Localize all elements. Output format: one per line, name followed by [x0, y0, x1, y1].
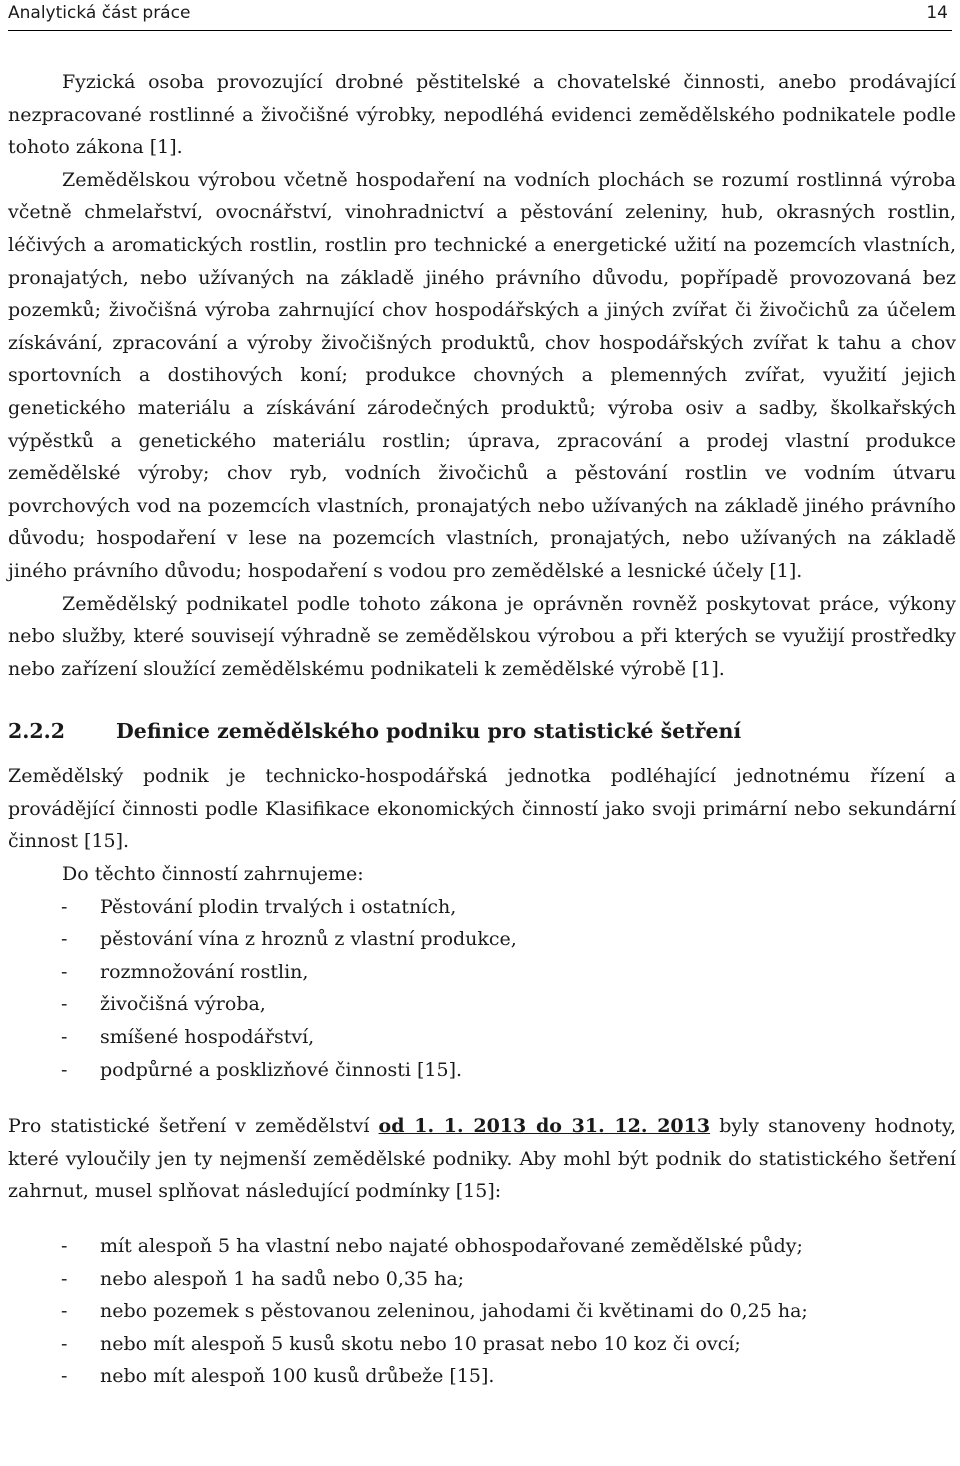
list-item-text: nebo pozemek s pěstovanou zeleninou, jahodami či květinami do 0,25 ha; — [100, 1300, 808, 1323]
list-item-text: podpůrné a posklizňové činnosti [15]. — [100, 1058, 463, 1081]
list-item — [8, 1263, 956, 1296]
list-item — [8, 1021, 956, 1054]
list-dash: - — [61, 993, 68, 1016]
list-item — [8, 891, 956, 924]
paragraph-agricultural-production: Zemědělskou výrobou včetně hospodaření na vodních plochách se rozumí rostlinná výroba včetně chmelařství, ovocnářství, vinohradnictví a pěstování zeleniny, hub, okrasných rostlin, léčivých a aromatických rostlin, rostlin pro technické a energetické užití na pozemcích vlastních, pronajatých, nebo užívaných na základě jiného právního důvodu, popřípadě provozovaná bez pozemků; živočišná výroba zahrnující chov hospodářských a jiných zvířat či živočichů za účelem získávání, zpracování a výroby živočišných produktů, chov hospodářských zvířat k tahu a chov sportovních a dostihových koní; produkce chovných a plemenných zvířat, využití jejich genetického materiálu a získávání zárodečných produktů; výroba osiv a sadby, školkařských výpěstků a genetického materiálu rostlin; úprava, zpracování a prodej vlastní produkce zemědělské výroby; chov ryb, vodních živočichů a pěstování rostlin ve vodním útvaru povrchových vod na pozemcích vlastních, pronajatých nebo užívaných na základě jiného právního důvodu; hospodaření v lese na pozemcích vlastních, pronajatých, nebo užívaných na základě jiného právního důvodu; hospodaření s vodou pro zemědělské a lesnické účely [1]. — [8, 168, 956, 582]
list-dash: - — [61, 1300, 68, 1323]
list-dash: - — [61, 928, 68, 951]
paragraph-enterprise-definition: Zemědělský podnik je technicko-hospodářská jednotka podléhající jednotnému řízení a provádějící činnosti podle Klasifikace ekonomických činností jako svoji primární nebo sekundární činnost [15]. — [8, 765, 956, 853]
list-dash: - — [61, 895, 68, 918]
page-content — [8, 66, 956, 1393]
survey-text-after: byly stanoveny hodnoty, které vyloučily jen ty nejmenší zemědělské podniky. Aby mohl být podnik do statistického šetření zahrnut, musel splňovat následující podmínky [15]: — [8, 1115, 956, 1203]
paragraph-survey-period — [8, 1110, 956, 1208]
list-dash: - — [61, 1365, 68, 1388]
activities-list — [8, 891, 956, 1087]
survey-text-before: Pro statistické šetření v zemědělství — [8, 1115, 379, 1138]
list-item — [8, 1328, 956, 1361]
list-item — [8, 923, 956, 956]
list-item — [8, 988, 956, 1021]
list-dash: - — [61, 1332, 68, 1355]
chapter-title: Analytická část práce — [8, 3, 191, 23]
list-item — [8, 956, 956, 989]
section-heading — [8, 716, 956, 746]
list-item — [8, 1295, 956, 1328]
list-item-text: mít alespoň 5 ha vlastní nebo najaté obhospodařované zemědělské půdy; — [100, 1235, 803, 1257]
paragraph-entrepreneur-services: Zemědělský podnikatel podle tohoto zákona je oprávněn rovněž poskytovat práce, výkony nebo služby, které souvisejí výhradně se zemědělskou výrobou a při kterých se využijí prostředky nebo zařízení sloužící zemědělskému podnikateli k zemědělské výrobě [1]. — [8, 592, 956, 680]
list-dash: - — [61, 1235, 68, 1257]
survey-period: od 1. 1. 2013 do 31. 12. 2013 — [378, 1115, 711, 1138]
spacer — [8, 1086, 956, 1110]
list-item — [8, 1360, 956, 1393]
spacer — [8, 1208, 956, 1230]
activities-intro: Do těchto činností zahrnujeme: — [62, 863, 364, 886]
page-number: 14 — [926, 3, 948, 23]
paragraph-natural-person: Fyzická osoba provozující drobné pěstitelské a chovatelské činnosti, anebo prodávající nezpracované rostlinné a živočišné výrobky, nepodléhá evidenci zemědělského podnikatele podle tohoto zákona [1]. — [8, 71, 956, 159]
list-dash: - — [61, 960, 68, 983]
section-title: Definice zemědělského podniku pro statistické šetření — [116, 719, 742, 744]
list-item — [8, 1230, 956, 1263]
list-item-text: živočišná výroba, — [100, 993, 266, 1016]
list-item — [8, 1054, 956, 1087]
list-dash: - — [61, 1267, 68, 1290]
list-item-text: Pěstování plodin trvalých i ostatních, — [100, 895, 457, 918]
list-item-text: rozmnožování rostlin, — [100, 960, 309, 983]
conditions-list — [8, 1230, 956, 1393]
list-dash: - — [61, 1058, 68, 1081]
list-dash: - — [61, 1026, 68, 1049]
list-item-text: nebo mít alespoň 5 kusů skotu nebo 10 prasat nebo 10 koz či ovcí; — [100, 1332, 741, 1355]
list-item-text: smíšené hospodářství, — [100, 1026, 315, 1049]
list-item-text: nebo mít alespoň 100 kusů drůbeže [15]. — [100, 1365, 495, 1388]
running-header — [8, 0, 952, 31]
list-item-text: nebo alespoň 1 ha sadů nebo 0,35 ha; — [100, 1267, 465, 1290]
section-number: 2.2.2 — [8, 719, 66, 744]
list-item-text: pěstování vína z hroznů z vlastní produkce, — [100, 928, 517, 951]
